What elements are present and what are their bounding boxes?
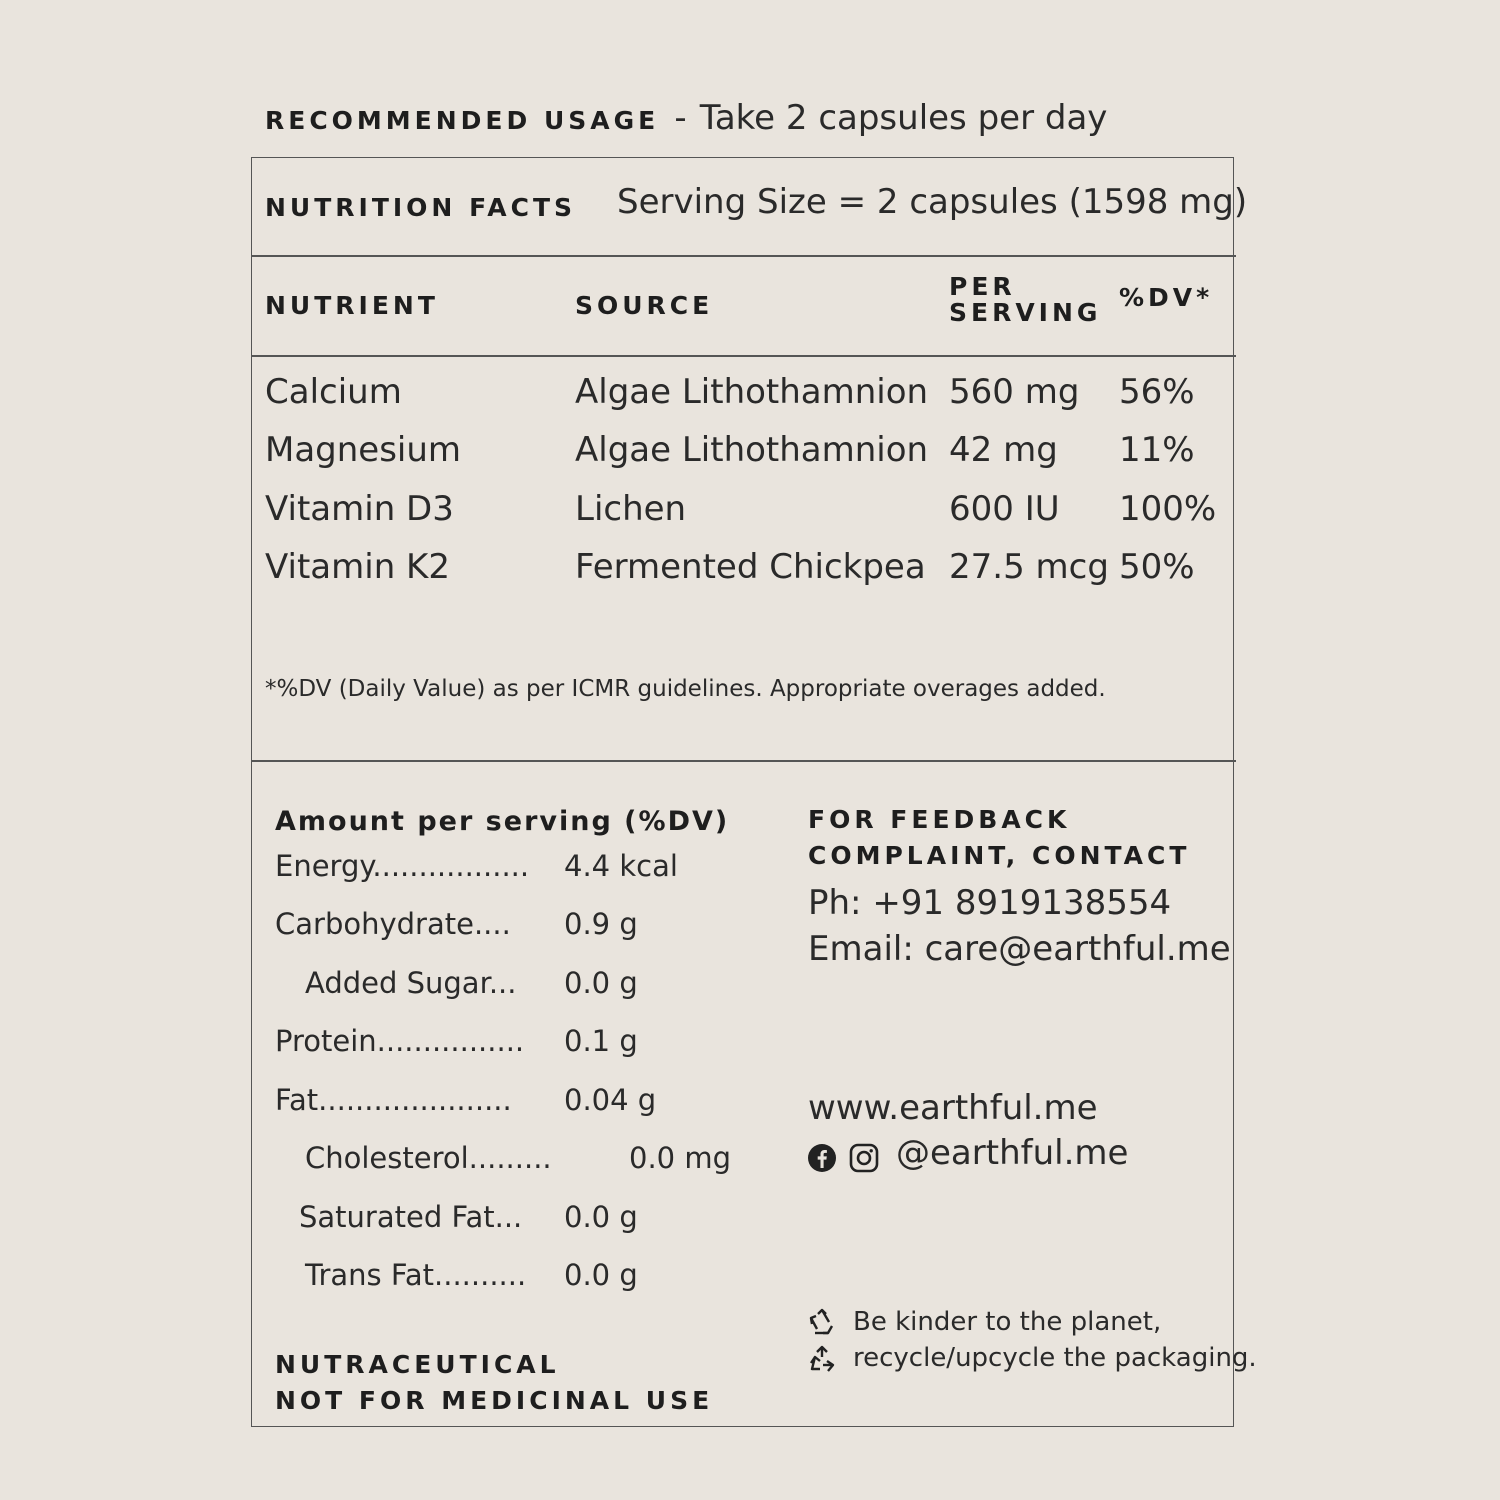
header-source: SOURCE [575, 291, 714, 320]
header-dv: %DV* [1119, 283, 1214, 312]
protein-label: Protein................ [275, 1024, 525, 1058]
row-4-amount: 27.5 mcg [949, 547, 1109, 587]
contact-email: Email: care@earthful.me [808, 929, 1231, 969]
fat-label: Fat..................... [275, 1083, 512, 1117]
saturated-fat-label: Saturated Fat... [299, 1200, 523, 1234]
trans-fat-value: 0.0 g [564, 1258, 638, 1292]
usage-text: Take 2 capsules per day [699, 98, 1108, 138]
dv-footnote: *%DV (Daily Value) as per ICMR guidelines. Appropriate overages added. [265, 676, 1106, 702]
feedback-title [808, 802, 1190, 874]
recycle-icon [808, 1308, 836, 1336]
row-2-dv: 11% [1119, 430, 1195, 470]
row-1-source: Algae Lithothamnion [575, 372, 929, 412]
trans-fat-label: Trans Fat.......... [305, 1258, 527, 1292]
row-1-amount: 560 mg [949, 372, 1080, 412]
header-nutrient: NUTRIENT [265, 291, 439, 320]
row-3-nutrient: Vitamin D3 [265, 489, 454, 529]
feedback-line2: COMPLAINT, CONTACT [808, 841, 1191, 870]
nutraceutical-notice [275, 1347, 713, 1419]
instagram-icon [849, 1143, 879, 1173]
website: www.earthful.me [808, 1088, 1098, 1128]
usage-separator: - [674, 98, 687, 138]
feedback-line1: FOR FEEDBACK [808, 805, 1071, 834]
added-sugar-value: 0.0 g [564, 966, 638, 1000]
divider-columns [251, 355, 1236, 357]
divider-lower [251, 760, 1236, 762]
row-1-dv: 56% [1119, 372, 1195, 412]
upcycle-icon [808, 1345, 836, 1373]
energy-value: 4.4 kcal [564, 849, 678, 883]
row-2-nutrient: Magnesium [265, 430, 462, 470]
divider-header [251, 255, 1236, 257]
fat-value: 0.04 g [564, 1083, 657, 1117]
cholesterol-value: 0.0 mg [629, 1141, 731, 1175]
row-4-source: Fermented Chickpea [575, 547, 926, 587]
header-per: PER [949, 272, 1016, 301]
recommended-usage [265, 98, 1107, 138]
cholesterol-label: Cholesterol......... [305, 1141, 552, 1175]
carbohydrate-label: Carbohydrate.... [275, 907, 511, 941]
contact-phone: Ph: +91 8919138554 [808, 883, 1172, 923]
saturated-fat-value: 0.0 g [564, 1200, 638, 1234]
eco-line1: Be kinder to the planet, [853, 1307, 1162, 1337]
header-serving: SERVING [949, 298, 1102, 327]
row-2-source: Algae Lithothamnion [575, 430, 929, 470]
energy-label: Energy................. [275, 849, 530, 883]
social-handle: @earthful.me [896, 1133, 1129, 1173]
row-3-amount: 600 IU [949, 489, 1060, 529]
row-2-amount: 42 mg [949, 430, 1058, 470]
nutraceutical-line1: NUTRACEUTICAL [275, 1350, 560, 1379]
nutraceutical-line2: NOT FOR MEDICINAL USE [275, 1386, 714, 1415]
nutrition-panel [251, 157, 1234, 1427]
facebook-icon [807, 1143, 837, 1173]
header-per-serving [949, 274, 1101, 326]
row-1-nutrient: Calcium [265, 372, 402, 412]
added-sugar-label: Added Sugar... [305, 966, 517, 1000]
carbohydrate-value: 0.9 g [564, 907, 638, 941]
row-3-dv: 100% [1119, 489, 1217, 529]
usage-label: RECOMMENDED USAGE [265, 106, 660, 135]
nutrition-facts-title: NUTRITION FACTS [265, 193, 577, 222]
row-4-dv: 50% [1119, 547, 1195, 587]
serving-size: Serving Size = 2 capsules (1598 mg) [617, 182, 1248, 222]
eco-line2: recycle/upcycle the packaging. [853, 1343, 1257, 1373]
row-4-nutrient: Vitamin K2 [265, 547, 450, 587]
protein-value: 0.1 g [564, 1024, 638, 1058]
row-3-source: Lichen [575, 489, 687, 529]
amount-title: Amount per serving (%DV) [275, 806, 730, 837]
